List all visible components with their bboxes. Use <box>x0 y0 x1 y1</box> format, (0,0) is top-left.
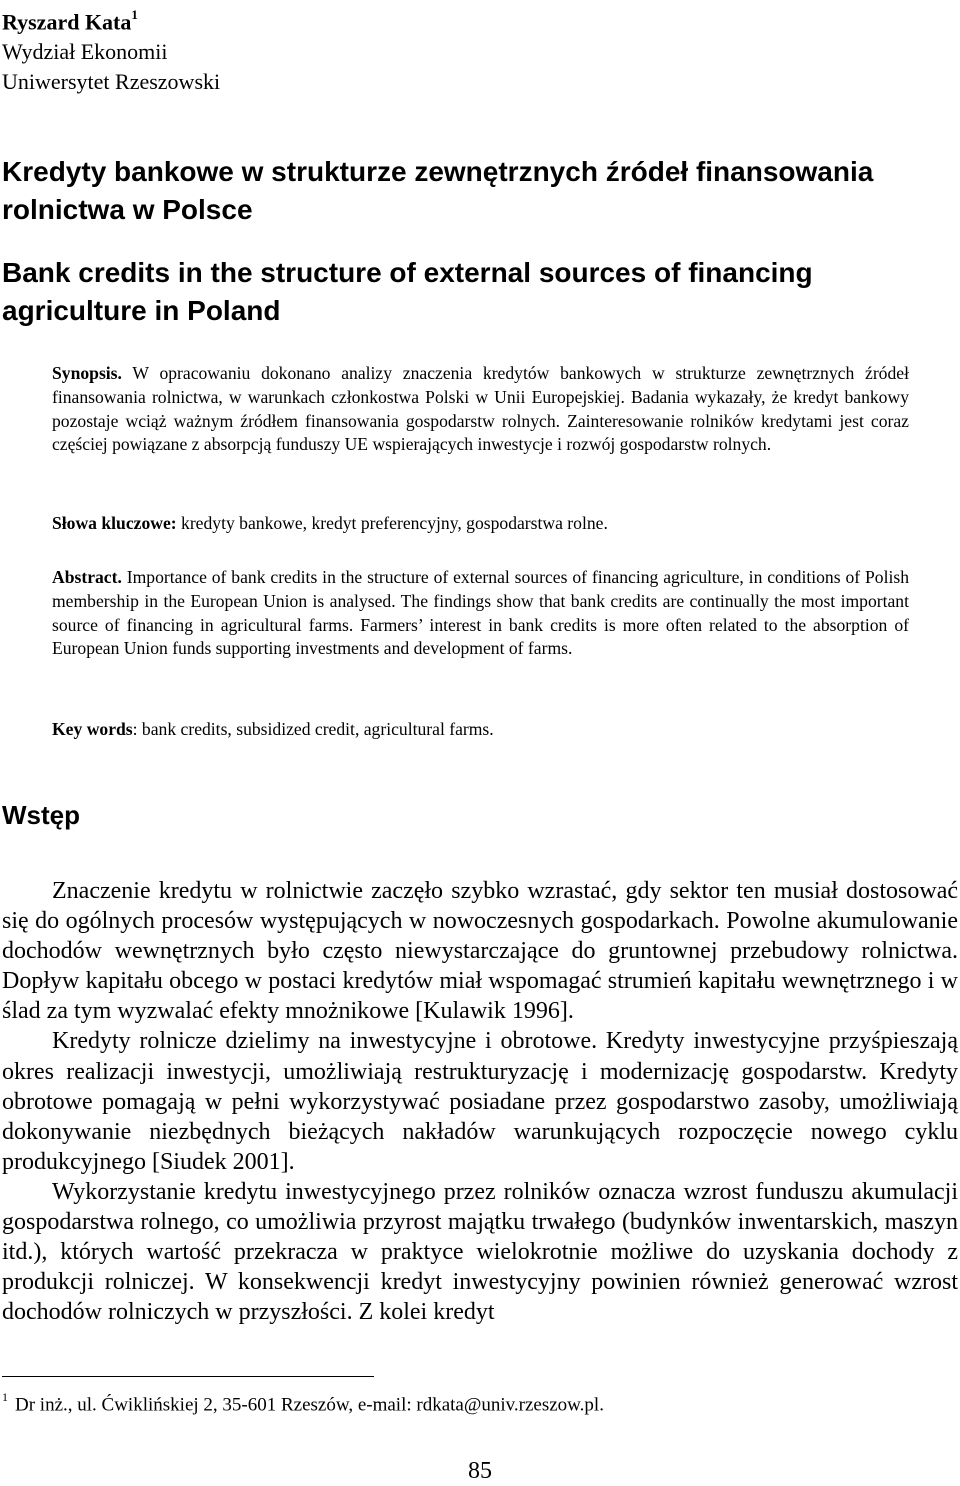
abstract-text: Importance of bank credits in the structure of external sources of financing agriculture, in conditions of Polish membership in the European Union is analysed. The findings show that bank credits are continually the most important source of financing in agricultural farms. Farmers’ interest in bank credits is more often related to the absorption of European Union funds supporting investments and development of farms. <box>52 567 909 659</box>
author-footnote-mark: 1 <box>131 7 138 22</box>
polish-keywords <box>52 512 909 536</box>
synopsis <box>52 362 909 457</box>
author-block <box>2 2 220 97</box>
footnote-text: Dr inż., ul. Ćwiklińskiej 2, 35-601 Rzeszów, e-mail: rdkata@univ.rzeszow.pl. <box>15 1394 604 1416</box>
footnote <box>2 1386 604 1418</box>
author-name-text: Ryszard Kata <box>2 9 132 35</box>
section-body <box>2 876 958 1327</box>
abstract-label: Abstract. <box>52 567 122 587</box>
author-name <box>2 2 220 37</box>
body-paragraph: Wykorzystanie kredytu inwestycyjnego przez rolników oznacza wzrost funduszu akumulacji gospodarstwa rolnego, co umożliwia przyrost majątku trwałego (budynków inwentarskich, maszyn itd.), których wartość przekracza w praktyce wielokrotnie możliwe do uzyskania dochody z produkcji rolniczej. W konsekwencji kredyt inwestycyjny powinien również generować wzrost dochodów rolniczych w przyszłości. Z kolei kredyt <box>2 1178 958 1326</box>
title-english: Bank credits in the structure of external sources of financing agriculture in Poland <box>2 257 813 326</box>
title-polish: Kredyty bankowe w strukturze zewnętrznych źródeł finansowania rolnictwa w Polsce <box>2 156 874 225</box>
synopsis-text: W opracowaniu dokonano analizy znaczenia kredytów bankowych w strukturze zewnętrznych źródeł finansowania rolnictwa, w warunkach członkostwa Polski w Unii Europejskiej. Badania wykazały, że kredyt bankowy pozostaje wciąż ważnym źródłem finansowania gospodarstw rolnych. Zainteresowanie rolników kredytami jest coraz częściej powiązane z absorpcją funduszy UE wspierających inwestycje i rozwój gospodarstw rolnych. <box>52 363 909 455</box>
polish-keywords-text: kredyty bankowe, kredyt preferencyjny, gospodarstwa rolne. <box>181 513 608 533</box>
english-keywords-label: Key words <box>52 719 133 739</box>
section-heading-wstep: Wstęp <box>2 800 80 830</box>
page-number: 85 <box>468 1458 492 1484</box>
author-university: Uniwersytet Rzeszowski <box>2 69 221 95</box>
english-keywords-text: : bank credits, subsidized credit, agricultural farms. <box>132 719 494 739</box>
author-faculty: Wydział Ekonomii <box>2 39 168 65</box>
english-keywords <box>52 718 909 742</box>
synopsis-label: Synopsis. <box>52 363 122 383</box>
body-paragraph: Znaczenie kredytu w rolnictwie zaczęło szybko wzrastać, gdy sektor ten musiał dostosować się do ogólnych procesów występujących w nowoczesnych gospodarkach. Powolne akumulowanie dochodów wewnętrznych było często niewystarczające do gruntownej przebudowy rolnictwa. Dopływ kapitału obcego w postaci kredytów miał wspomagać strumień kapitału wewnętrznego i w ślad za tym wyzwalać efekty mnożnikowe [Kulawik 1996]. <box>2 878 958 1025</box>
body-paragraph: Kredyty rolnicze dzielimy na inwestycyjne i obrotowe. Kredyty inwestycyjne przyśpieszają okres realizacji inwestycji, umożliwiają restrukturyzację i modernizację gospodarstw. Kredyty obrotowe pomagają w pełni wykorzystywać posiadane przez gospodarstwo zasoby, umożliwiają dokonywanie niezbędnych bieżących nakładów warunkujących rozpoczęcie nowego cyklu produkcyjnego [Siudek 2001]. <box>2 1028 958 1175</box>
abstract <box>52 566 909 661</box>
footnote-mark: 1 <box>2 1390 8 1404</box>
footnote-separator <box>2 1376 374 1377</box>
polish-keywords-label: Słowa kluczowe: <box>52 513 177 533</box>
